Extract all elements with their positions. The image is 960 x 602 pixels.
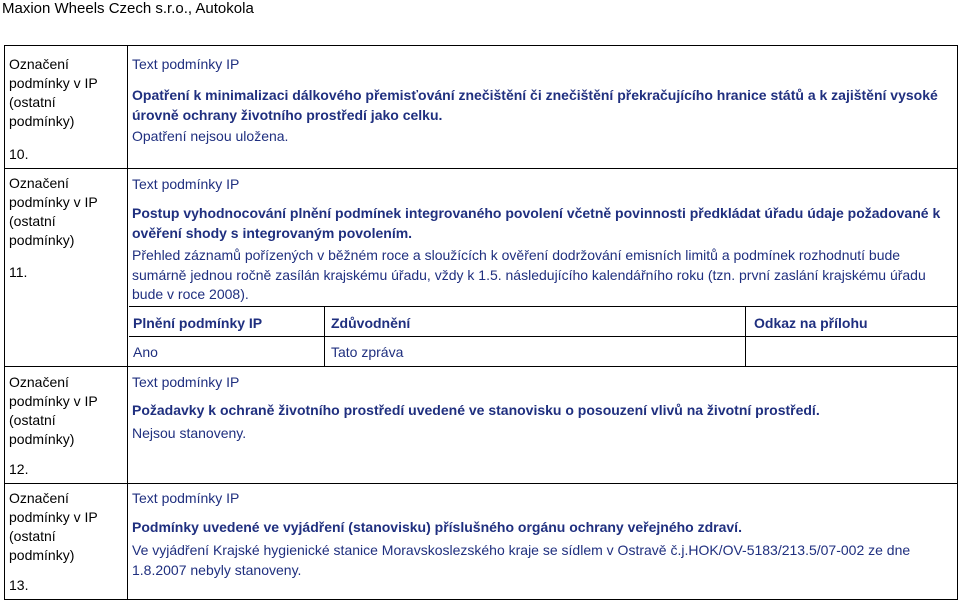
row-divider: [4, 168, 958, 169]
condition-title: Požadavky k ochraně životního prostředí uvedené ve stanovisku o posouzení vlivů na životní prostředí.: [132, 402, 820, 418]
condition-text: Ve vyjádření Krajské hygienické stanice Moravskoslezského kraje se sídlem v Ostravě č.j.HOK/OV-5183/213.5/07-002 ze dne 1.8.2007 nebyly stanoveny.: [132, 542, 911, 578]
row-divider: [4, 366, 129, 367]
condition-label: Označení podmínky v IP (ostatní podmínky): [9, 56, 98, 129]
table-top-border: [4, 45, 958, 46]
row-divider: [4, 483, 958, 484]
table-header-attachment: Odkaz na přílohu: [754, 315, 868, 331]
condition-header: Text podmínky IP: [132, 56, 240, 72]
table-header-justification: Zdůvodnění: [331, 315, 411, 331]
inner-table-bottom: [129, 366, 958, 367]
condition-title: Postup vyhodnocování plnění podmínek integrovaného povolení včetně povinnosti předkládat úřadu údaje požadované k ověření shody s integrovaným povolením.: [132, 205, 941, 241]
condition-title: Podmínky uvedené ve vyjádření (stanovisku) příslušného orgánu ochrany veřejného zdraví.: [132, 519, 742, 535]
condition-number: 13.: [9, 577, 29, 593]
condition-header: Text podmínky IP: [132, 490, 240, 506]
condition-title: Opatření k minimalizaci dálkového přemisťování znečištění či znečištění překračujícího hranice států a k zajištění vysoké úrovně ochrany životního prostředí jako celku.: [132, 87, 938, 123]
condition-number: 11.: [9, 264, 28, 280]
table-header-fulfillment: Plnění podmínky IP: [133, 315, 263, 331]
inner-table-divider: [129, 336, 958, 337]
condition-label: Označení podmínky v IP (ostatní podmínky): [9, 490, 98, 563]
condition-text: Nejsou stanoveny.: [132, 425, 247, 441]
table-cell-fulfillment: Ano: [133, 344, 158, 360]
inner-table-top: [129, 306, 958, 307]
inner-table-col-divider: [324, 306, 325, 366]
table-cell-justification: Tato zpráva: [331, 344, 404, 360]
table-bottom-border: [4, 599, 958, 600]
condition-text: Opatření nejsou uložena.: [132, 128, 289, 144]
company-header: Maxion Wheels Czech s.r.o., Autokola: [2, 0, 254, 17]
inner-table-col-divider: [745, 306, 746, 366]
condition-header: Text podmínky IP: [132, 374, 240, 390]
condition-number: 12.: [9, 461, 29, 477]
condition-number: 10.: [9, 146, 29, 162]
condition-header: Text podmínky IP: [132, 176, 240, 192]
condition-label: Označení podmínky v IP (ostatní podmínky): [9, 175, 98, 248]
condition-text: Přehled záznamů pořízených v běžném roce a sloužících k ověření dodržování emisních limitů a podmínek rozhodnutí bude sumárně jednou ročně zasílán krajskému úřadu, vždy k 1.5. následujícího kalendářního roku (tzn. první zaslání krajskému úřadu bude v roce 2008).: [132, 247, 926, 302]
condition-label: Označení podmínky v IP (ostatní podmínky): [9, 374, 98, 447]
